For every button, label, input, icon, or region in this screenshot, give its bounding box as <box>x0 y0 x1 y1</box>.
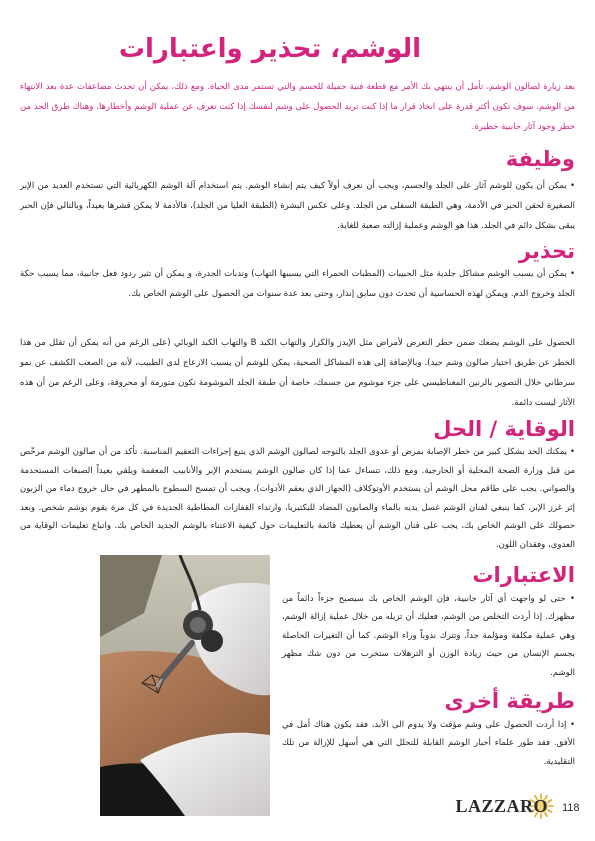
paragraph-prevention: • يمكنك الحد بشكل كبير من خطر الإصابة بمرض أو عدوى الجلد بالتوجه لصالون الوشم الذي يتبع إجراءات التعقيم المناسبة. تأكد من أن صالون الوشم مرخّص من قبل وزارة الصحة المحلية أو الخارجية. ومع ذلك، تتساءل عما إذا كان صالون الوشم يستخدم الإبر والأنابيب المعقمة ويلقي بعيداً الصبغات المستخدمة والصواني. يجب على طاقم محل الوشم أن يستخدم الأوتوكلاف (الجهاز الذي يعقم الأدوات)، ويجب أن تمسح السطوح بالمطهر في حال خروج دماء من الزبون إثر غرز الإبر. كما ينبغي لفنان الوشم غسل يديه بالماء والصابون المضاد للبكتيريا، وارتداء القفازات المطاطية الجديدة في كل مرة يقوم بوشم شخص. وبعد حصولك على الوشم الخاص بك، يجب على فنان الوشم أن يعطيك قائمة بالتعليمات حول كيفية الاعتناء بالوشم الجديد الخاص بك. واتباع تعليمات الوقاية من العدوى، وفقدان اللون. <box>20 447 575 550</box>
heading-another-way: طريقة أخرى <box>444 689 575 713</box>
brand-logo <box>452 793 550 819</box>
tattoo-photo <box>100 555 270 816</box>
paragraph-considerations: • حتى لو واجهت أي آثار جانبية، فإن الوشم الخاص بك سيصبح جزءاً دائماً من مظهرك. إذا أردت التخلص من الوشم، فعليك أن تزيله من خلال عملية إزالة الوشم، وهي عملية مكلفة ومؤلمة جداً. وتترك ندوباً وراء الوشم. كما أن التغيرات الحاصلة بجسم الإنسان من حيث زيادة الوزن أو الترهلات ستخرب من دون شك مظهر الوشم. <box>282 594 575 678</box>
heading-prevention: الوقاية / الحل <box>433 417 575 441</box>
page-number: 118 <box>562 802 580 814</box>
paragraph-warning-1: • يمكن أن يسبب الوشم مشاكل جلدية مثل الحبيبات (المطبات الحمراء التي يسببها التهاب) وندبات الجدرة، و يمكن أن تثير ردود فعل جانبية، مما يسبب حكة الجلد وخروج الدم. ويمكن لهذه الحساسية أن تحدث دون سابق إنذار، وحتى بعد عدة سنوات من الحصول على الوشم الخاص بك. <box>20 269 575 299</box>
heading-considerations: الاعتبارات <box>472 563 575 587</box>
heading-function: وظيفة <box>505 147 575 171</box>
heading-warning: تحذير <box>518 239 575 263</box>
article-intro: بعد زيارة لصالون الوشم، تأمل أن ينتهي بك الأمر مع قطعة فنية جميلة للجسم والتي تستمر مدى الحياة. ومع ذلك، يمكن أن تحدث مضاعفات عدة بعد الانتهاء من الوشم. سوف تكون أكثر قدرة على اتخاذ قرار ما إذا كنت تريد الحصول على وشم لنفسك إذا كنت تعرف عن عملية الوشم وأخطارها. وهناك طرق الحد من خطر وجود آثار جانبية خطيرة. <box>20 82 575 132</box>
paragraph-another-way: • إذا أردت الحصول على وشم مؤقت ولا يدوم الى الأبد، فقد يكون هناك أمل في الأفق. فقد طور علماء أحبار الوشم القابلة للتحلل التي هي أسهل للإزالة من تلك التقليدية. <box>282 720 575 767</box>
paragraph-warning-2: الحصول على الوشم يضعك ضمن خطر التعرض لأمراض مثل الإيدز والكزاز والتهاب الكبد B والتهاب الكبد الوبائي (على الرغم من أنه يمكن أن تقلل من هذا الخطر عن طريق اختيار صالون وشم جيد). وبالإضافة إلى هذه المشاكل الصحية، يمكن للوشم أن يسبب الازعاج لدى الطبيب، لأنه من الصعب الكشف عن نمو سرطاني خلال التصوير بالرنين المغناطيسي على جزء موشوم من جسمك، خاصة أن طبقة الجلد الموشومة تكون متورمة أو محروقة، وعلى الرغم من أن هذه الآثار ليست دائمة. <box>20 338 575 408</box>
brand-logo-text: LAZZARO <box>455 796 548 816</box>
paragraph-function: • يمكن أن يكون للوشم آثار على الجلد والجسم، ويجب أن نعرف أولاً كيف يتم إنشاء الوشم. يتم استخدام آلة الوشم الكهربائية التي تستخدم العديد من الإبر الصغيرة لحقن الحبر في الأدمة، وهي الطبقة السفلى من الجلد. وعلى عكس البشرة (الطبقة العليا من الجلد)، فالأدمة لا يمكن قشرها بعيداً، وبالتالي فإن الحبر يبقى بشكل دائم في الجلد. هذا هو الوشم وعملية إزالته صعبة للغاية. <box>20 181 575 231</box>
article-title: الوشم، تحذير واعتبارات <box>118 34 422 64</box>
